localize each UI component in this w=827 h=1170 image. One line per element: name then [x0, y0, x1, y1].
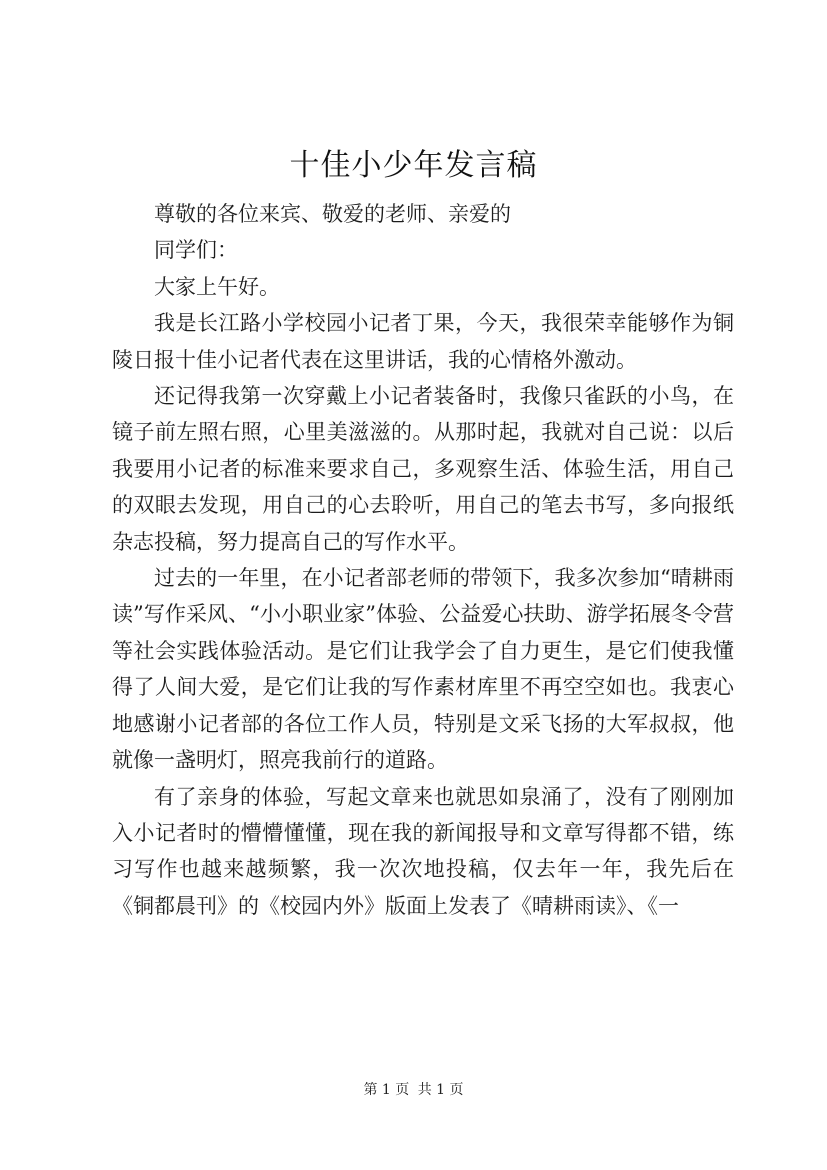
document-body	[112, 196, 734, 924]
paragraph-memory: 还记得我第一次穿戴上小记者装备时，我像只雀跃的小鸟，在镜子前左照右照，心里美滋滋的。从那时起，我就对自己说：以后我要用小记者的标准来要求自己，多观察生活、体验生活，用自己的双眼去发现，用自己的心去聆听，用自己的笔去书写，多向报纸杂志投稿，努力提高自己的写作水平。	[112, 384, 734, 554]
page-footer	[0, 1080, 827, 1100]
paragraph-greeting: 大家上午好。	[154, 274, 280, 299]
document-title: 十佳小少年发言稿	[289, 148, 538, 183]
paragraph-activities: 过去的一年里，在小记者部老师的带领下，我多次参加“晴耕雨读”写作采风、“小小职业家”体验、公益爱心扶助、游学拓展冬令营等社会实践体验活动。是它们让我学会了自力更生，是它们使我懂得了人间大爱，是它们让我的写作素材库里不再空空如也。我衷心地感谢小记者部的各位工作人员，特别是文采飞扬的大军叔叔，他就像一盏明灯，照亮我前行的道路。	[112, 566, 734, 773]
paragraph-intro: 我是长江路小学校园小记者丁果，今天，我很荣幸能够作为铜陵日报十佳小记者代表在这里讲话，我的心情格外激动。	[112, 311, 734, 372]
paragraph-salutation-cont: 同学们：	[154, 238, 238, 263]
paragraph-salutation: 尊敬的各位来宾、敬爱的老师、亲爱的	[154, 202, 511, 226]
paragraph-writing: 有了亲身的体验，写起文章来也就思如泉涌了，没有了刚刚加入小记者时的懵懵懂懂，现在我的新闻报导和文章写得都不错，练习写作也越来越频繁，我一次次地投稿，仅去年一年，我先后在《铜都晨刊》的《校园内外》版面上发表了《晴耕雨读》、《一	[112, 784, 734, 918]
page-total: 共 1 页	[417, 1082, 464, 1098]
page-number: 第 1 页	[363, 1082, 410, 1098]
